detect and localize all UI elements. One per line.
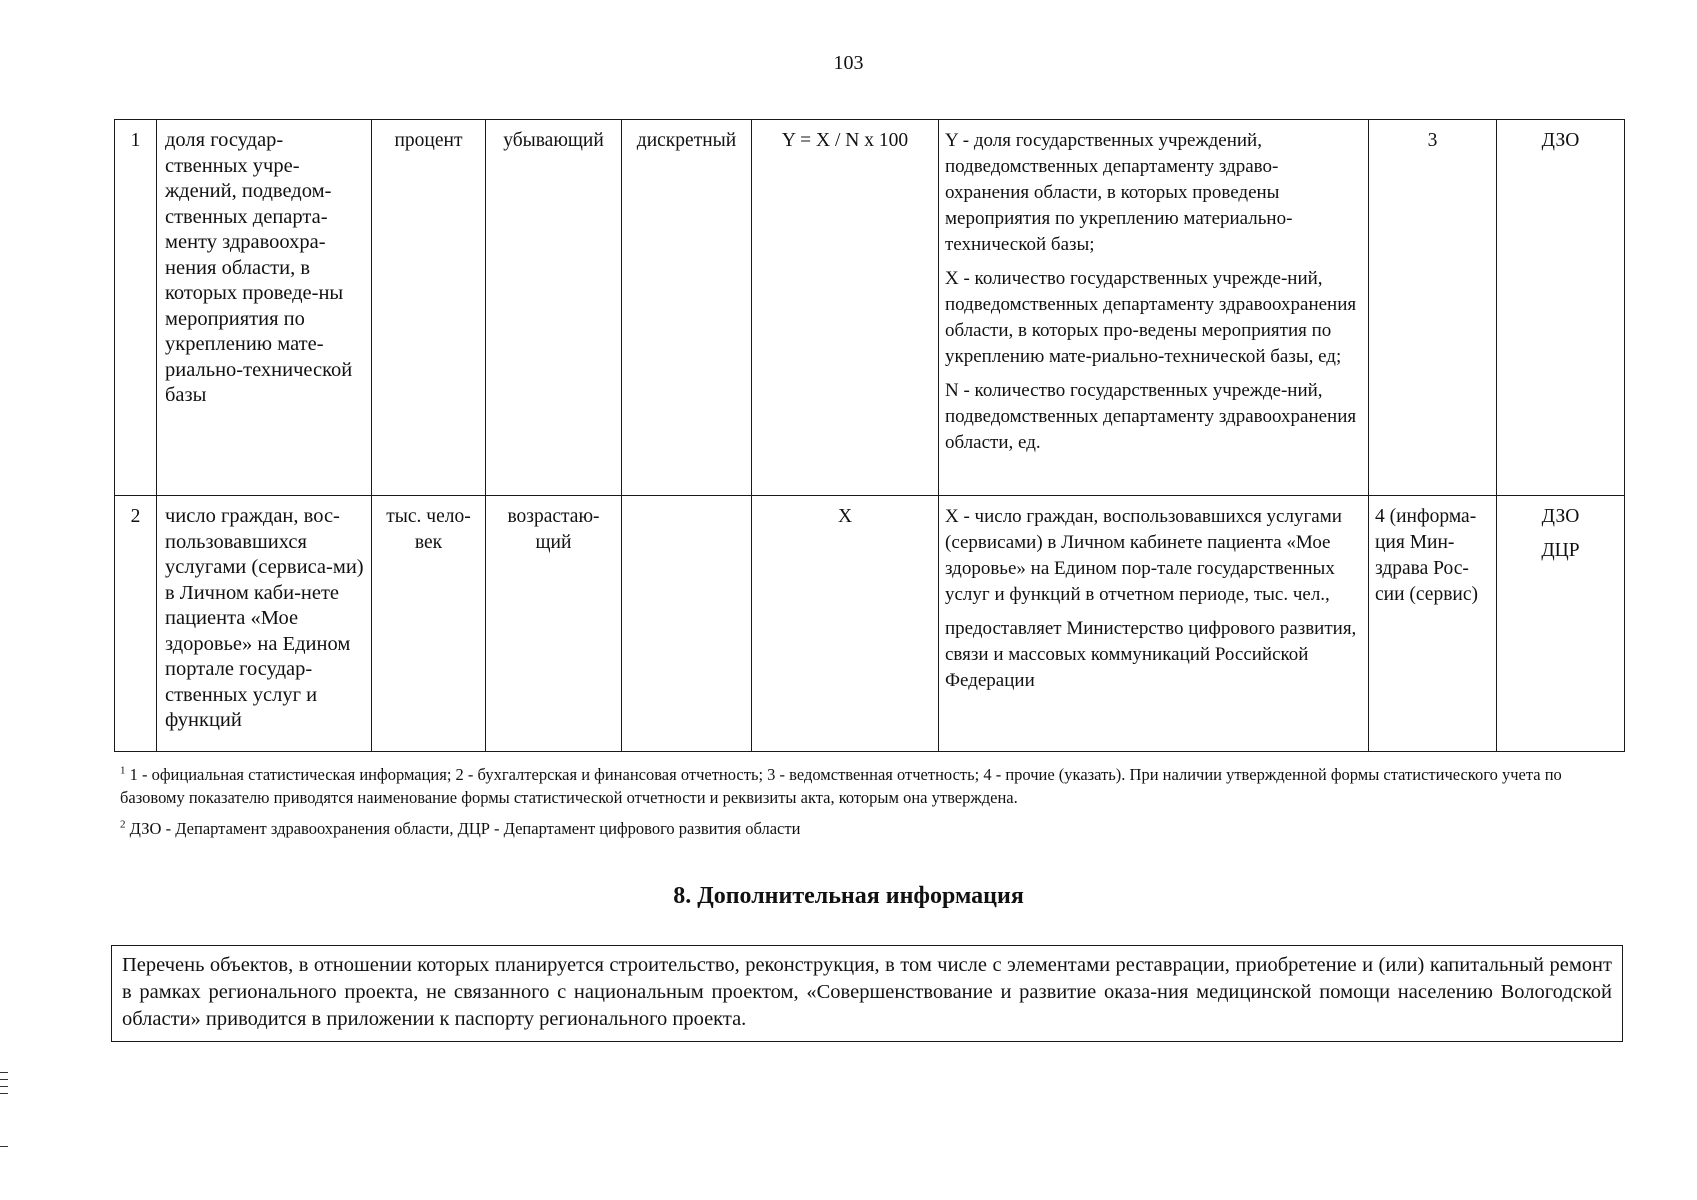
- indicator-formula: Y = X / N x 100: [752, 120, 939, 496]
- indicator-type: дискретный: [622, 120, 752, 496]
- indicator-unit: тыс. чело-век: [372, 496, 486, 752]
- indicator-responsible: [1497, 496, 1625, 752]
- table-row: [115, 496, 1625, 752]
- margin-tick: [0, 1079, 8, 1080]
- indicator-trend: убывающий: [486, 120, 622, 496]
- footnote: [120, 763, 1630, 809]
- row-number: 2: [115, 496, 157, 752]
- additional-info-box: Перечень объектов, в отношении которых планируется строительство, реконструкция, в том числе с элементами реставрации, приобретение и (или) капитальный ремонт в рамках регионального проекта, не связанного с национальным проектом, «Совершенствование и развитие оказа-ния медицинской помощи населению Вологодской области» приводится в приложении к паспорту регионального проекта.: [111, 945, 1623, 1042]
- indicator-name: доля государ-ственных учре-ждений, подведом-ственных департа-менту здравоохра-нения области, в которых проведе-ны мероприятия по укреплению мате-риально-технической базы: [157, 120, 372, 496]
- margin-ticks: [0, 1072, 10, 1153]
- indicator-trend: возрастаю-щий: [486, 496, 622, 752]
- indicators-table: [114, 119, 1625, 752]
- responsible-item: ДЗО: [1541, 130, 1580, 151]
- page-number: 103: [833, 52, 864, 74]
- footnote-mark: 1: [120, 764, 126, 777]
- indicator-source: 3: [1369, 120, 1497, 496]
- responsible-item: ДЦР: [1541, 540, 1580, 561]
- indicator-unit: процент: [372, 120, 486, 496]
- margin-tick: [0, 1072, 8, 1073]
- method-paragraph: X - количество государственных учрежде-ний, подведомственных департаменту здравоохранения области, в которых про-ведены мероприятия по укреплению мате-риально-технической базы, ед;: [945, 268, 1357, 367]
- margin-tick: [0, 1093, 8, 1094]
- indicator-formula: X: [752, 496, 939, 752]
- margin-tick: [0, 1146, 8, 1147]
- indicator-source: 4 (информа-ция Мин-здрава Рос-сии (сервис): [1369, 496, 1497, 752]
- footnote-text: 1 - официальная статистическая информация; 2 - бухгалтерская и финансовая отчетность; 3 - ведомственная отчетность; 4 - прочие (указать). При наличии утвержденной формы статистического учета по базовому показателю приводятся наименование формы статистической отчетности и реквизиты акта, которым она утверждена.: [120, 765, 1562, 807]
- table-row: [115, 120, 1625, 496]
- footnote-text: ДЗО - Департамент здравоохранения области, ДЦР - Департамент цифрового развития области: [129, 819, 801, 838]
- margin-tick: [0, 1086, 8, 1087]
- indicator-method: [939, 496, 1369, 752]
- footnote-mark: 2: [120, 818, 126, 831]
- indicator-responsible: [1497, 120, 1625, 496]
- method-paragraph: предоставляет Министерство цифрового развития, связи и массовых коммуникаций Российской Федерации: [945, 618, 1357, 691]
- indicator-name: число граждан, вос-пользовавшихся услугами (сервиса-ми) в Личном каби-нете пациента «Мое здоровье» на Едином портале государ-ственных услуг и функций: [157, 496, 372, 752]
- responsible-item: ДЗО: [1541, 506, 1580, 527]
- footnotes: [120, 763, 1630, 848]
- method-paragraph: Y - доля государственных учреждений, подведомственных департаменту здраво-охранения области, в которых проведены мероприятия по укреплению материально-технической базы;: [945, 130, 1293, 255]
- footnote: [120, 817, 1630, 840]
- method-paragraph: X - число граждан, воспользовавшихся услугами (сервисами) в Личном кабинете пациента «Мое здоровье» на Едином пор-тале государственных услуг и функций в отчетном периоде, тыс. чел.,: [945, 506, 1342, 605]
- row-number: 1: [115, 120, 157, 496]
- indicator-method: [939, 120, 1369, 496]
- indicator-type: [622, 496, 752, 752]
- section-heading: 8. Дополнительная информация: [673, 883, 1024, 909]
- method-paragraph: N - количество государственных учрежде-ний, подведомственных департаменту здравоохранения области, ед.: [945, 380, 1357, 453]
